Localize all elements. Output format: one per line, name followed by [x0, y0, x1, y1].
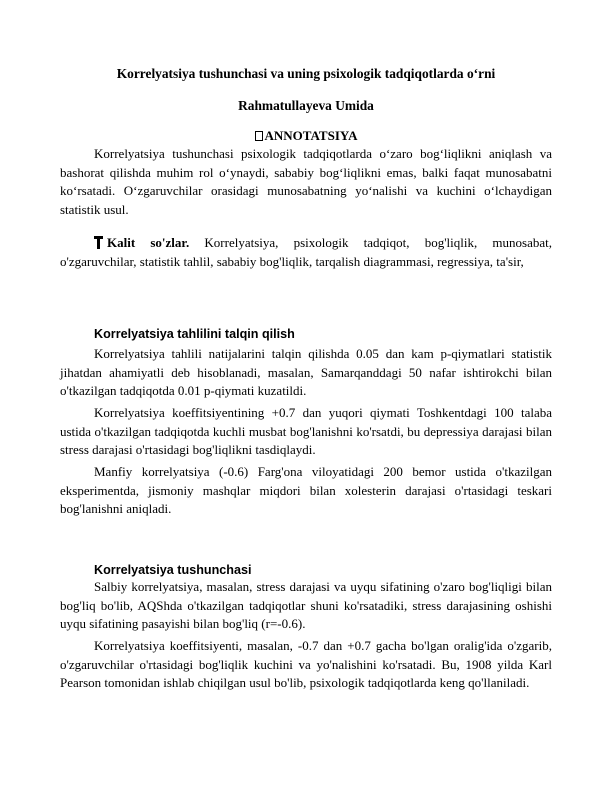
section-heading-concept: Korrelyatsiya tushunchasi — [94, 563, 252, 577]
keywords-paragraph — [60, 234, 552, 271]
missing-glyph-icon — [255, 131, 263, 141]
section2-paragraph-1: Salbiy korrelyatsiya, masalan, stress darajasi va uyqu sifatining o'zaro bog'liqligi bilan bog'liq bo'lib, AQShda o'tkazilgan tadqiqotlar shuni ko'rsatadiki, stress darajasining oshishi uyqu sifatining pasayishi bilan bog'liq (r=-0.6). — [60, 579, 552, 632]
author-name: Rahmatullayeva Umida — [238, 98, 374, 113]
keywords-label: Kalit so'zlar. — [107, 235, 190, 250]
section1-paragraph-2: Korrelyatsiya koeffitsiyentining +0.7 dan yuqori qiymati Toshkentdagi 100 talaba ustida o'tkazilgan tadqiqotda kuchli musbat bog'lanishni ko'rsatdi, bu depressiya darajasi bilan stress darajasi o'rtasidagi bog'liqlikni tasdiqlaydi. — [60, 405, 552, 458]
section1-paragraph-1: Korrelyatsiya tahlili natijalarini talqin qilishda 0.05 dan kam p-qiymatlari statistik jihatdan ahamiyatli deb hisoblanadi, masalan, Samarqanddagi 50 nafar ishtirokchi bilan o'tkazilgan tadqiqotda 0.01 p-qiymati kuzatildi. — [60, 346, 552, 399]
key-bullet-icon — [94, 236, 103, 249]
section-heading-interpretation: Korrelyatsiya tahlilini talqin qilish — [94, 327, 295, 341]
section1-paragraph-3: Manfiy korrelyatsiya (-0.6) Farg'ona viloyatidagi 200 bemor ustida o'tkazilgan eksperimentda, jismoniy mashqlar miqdori bilan xolesterin darajasi o'rtasidagi teskari bog'lanishni aniqladi. — [60, 464, 552, 517]
paper-title: Korrelyatsiya tushunchasi va uning psixologik tadqiqotlarda o‘rni — [116, 66, 496, 81]
abstract-text: Korrelyatsiya tushunchasi psixologik tadqiqotlarda o‘zaro bog‘liqlikni aniqlash va bashorat qilishda muhim rol o‘ynaydi, sababiy bog‘liqlikni emas, balki faqat munosabatni ko‘rsatadi. O‘zgaruvchilar orasidagi munosabatning yo‘nalishi va kuchini o‘lchaydigan statistik usul. — [60, 146, 552, 217]
section2-paragraph-2: Korrelyatsiya koeffitsiyenti, masalan, -0.7 dan +0.7 gacha bo'lgan oralig'ida o'zgarib, o'zgaruvchilar o'rtasidagi bog'liqlik kuchini va yo'nalishini ko'rsatadi. Bu, 1908 yilda Karl Pearson tomonidan ishlab chiqilgan usul bo'lib, psixologik tadqiqotlarda keng qo'llaniladi. — [60, 638, 552, 691]
abstract-heading — [60, 128, 552, 144]
keywords-list: Korrelyatsiya, psixologik tadqiqot, bog'liqlik, munosabat, o'zgaruvchilar, statistik tahlil, sababiy bog'liqlik, tarqalish diagrammasi, regressiya, ta'sir, — [60, 235, 553, 269]
abstract-heading-text: ANNOTATSIYA — [264, 128, 358, 143]
